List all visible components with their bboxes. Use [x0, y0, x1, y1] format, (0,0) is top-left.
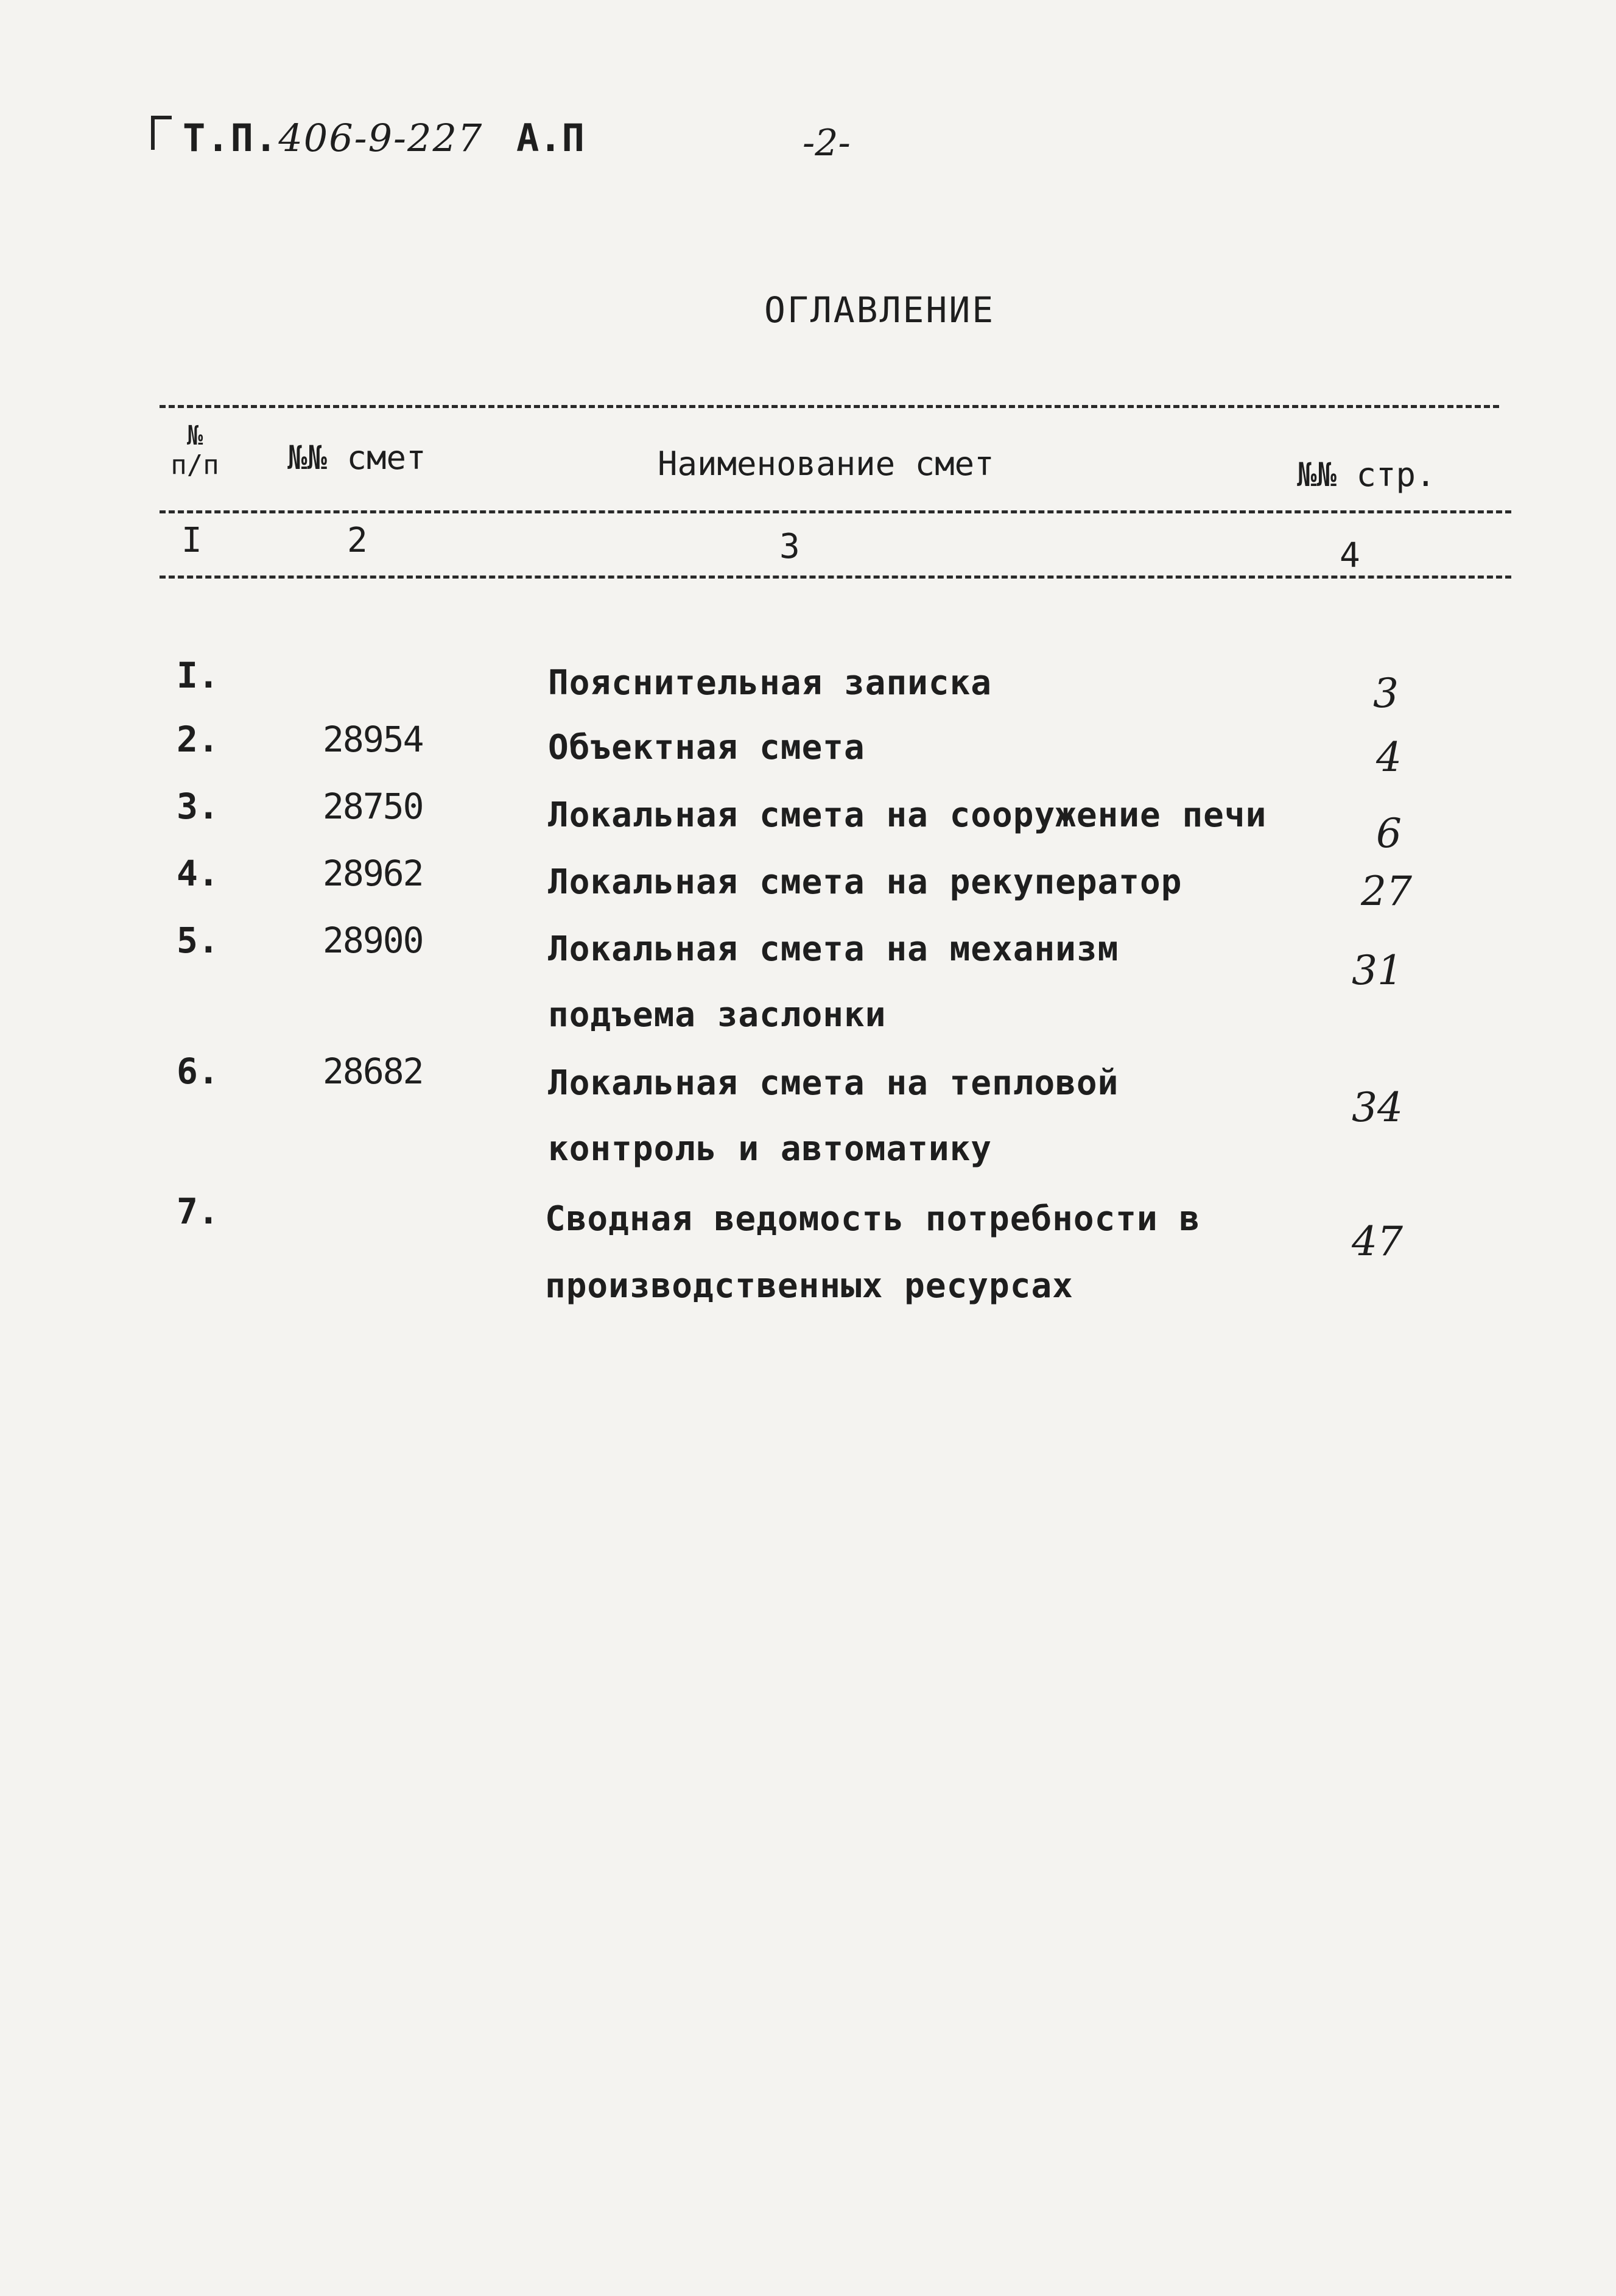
corner-bracket-mark: [151, 116, 172, 150]
row-number: 6.: [177, 1051, 219, 1092]
table-header-rule: [160, 510, 1511, 513]
table-top-rule: [160, 405, 1499, 408]
column-index-2: 2: [347, 521, 368, 560]
row-number: I.: [177, 655, 219, 696]
row-estimate-name: Пояснительная записка: [548, 663, 992, 703]
album-label: А.П: [516, 116, 585, 160]
row-estimate-number: 28900: [323, 920, 423, 961]
row-estimate-name-line-2: контроль и автоматику: [548, 1129, 992, 1169]
document-code-handwritten: 406-9-227: [278, 116, 483, 160]
row-estimate-number: 28682: [323, 1051, 423, 1092]
row-number: 4.: [177, 853, 219, 894]
row-page-number: 47: [1352, 1218, 1403, 1265]
row-estimate-name: Объектная смета: [548, 728, 865, 767]
row-estimate-name-line-2: производственных ресурсах: [545, 1266, 1073, 1306]
row-estimate-number: 28962: [323, 853, 423, 894]
row-number: 5.: [177, 920, 219, 961]
row-estimate-name-line-1: Сводная ведомость потребности в: [545, 1199, 1201, 1239]
row-estimate-name: Локальная смета на рекуператор: [548, 862, 1182, 902]
row-estimate-name-line-2: подъема заслонки: [548, 995, 887, 1035]
column-header-estimate-number: №№ смет: [287, 438, 426, 477]
row-estimate-name: Локальная смета на сооружение печи: [548, 795, 1267, 835]
column-header-number: [161, 421, 228, 480]
column-header-page-number: №№ стр.: [1297, 456, 1436, 494]
column-header-number-text: № п/п: [170, 420, 219, 481]
column-index-3: 3: [779, 527, 800, 566]
row-page-number: 34: [1352, 1084, 1403, 1131]
row-estimate-number: 28750: [323, 786, 423, 827]
row-number: 7.: [177, 1191, 219, 1232]
row-page-number: 4: [1376, 734, 1402, 781]
row-page-number: 3: [1373, 670, 1399, 717]
page-title: ОГЛАВЛЕНИЕ: [764, 289, 996, 331]
document-code-typed: Т.П.: [183, 116, 279, 160]
row-page-number: 27: [1361, 868, 1412, 915]
row-estimate-name-line-1: Локальная смета на механизм: [548, 929, 1119, 969]
row-number: 2.: [177, 719, 219, 760]
row-estimate-number: 28954: [323, 719, 423, 760]
column-index-4: 4: [1340, 536, 1360, 576]
row-estimate-name-line-1: Локальная смета на тепловой: [548, 1063, 1119, 1103]
page-number: -2-: [803, 122, 851, 164]
row-number: 3.: [177, 786, 219, 827]
column-index-1: I: [181, 521, 202, 560]
column-header-estimate-name: Наименование смет: [658, 445, 994, 483]
row-page-number: 31: [1352, 947, 1403, 994]
row-page-number: 6: [1376, 810, 1402, 857]
table-index-rule: [160, 576, 1511, 579]
document-code: [183, 116, 483, 160]
